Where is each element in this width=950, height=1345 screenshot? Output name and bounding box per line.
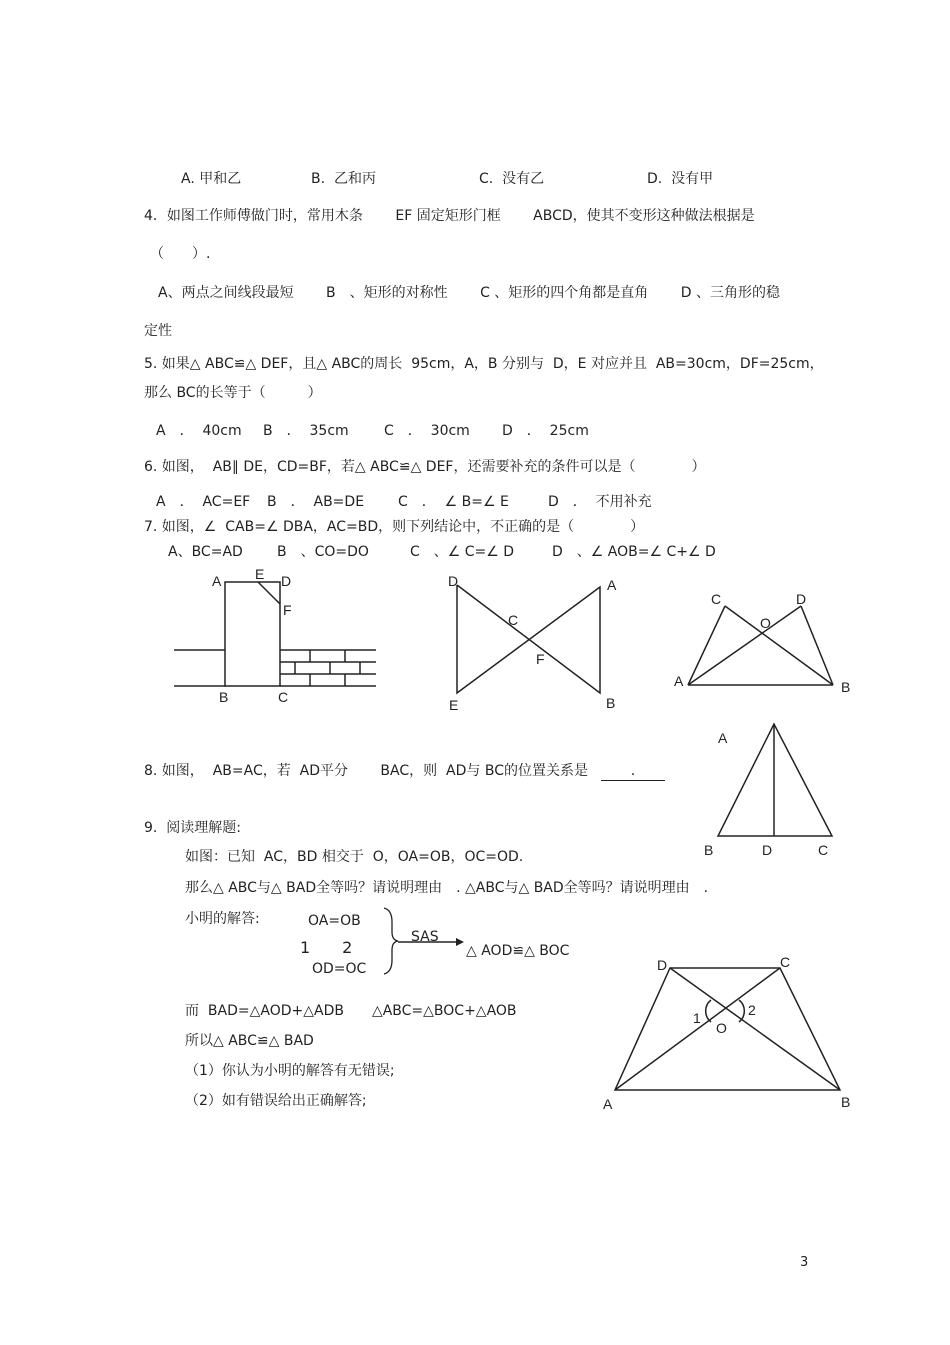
trap-label-d: D bbox=[657, 957, 668, 973]
q5-stem-2: 那么 BC的长等于（ ） bbox=[144, 385, 322, 401]
cross-label-a: A bbox=[674, 673, 684, 689]
bowtie-label-d: D bbox=[448, 573, 459, 589]
bowtie-label-f: F bbox=[536, 651, 545, 667]
trap-label-b: B bbox=[841, 1094, 851, 1110]
q7-option-b: B 、CO=DO bbox=[277, 544, 369, 560]
q3-option-a: A. 甲和乙 bbox=[181, 171, 242, 187]
trap-label-o: O bbox=[716, 1020, 727, 1036]
q9-angles: 1 2 bbox=[300, 938, 353, 957]
isosceles-triangle-figure bbox=[700, 718, 850, 860]
door-label-d: D bbox=[281, 573, 292, 589]
door-label-a: A bbox=[212, 573, 222, 589]
q8-blank: . bbox=[601, 762, 665, 781]
door-label-f: F bbox=[283, 602, 292, 618]
cross-label-c: C bbox=[711, 591, 722, 607]
q4-options: A、两点之间线段最短 B 、矩形的对称性 C 、矩形的四个角都是直角 D 、三角形的稳 bbox=[158, 285, 780, 301]
q9-condition-2: OD=OC bbox=[312, 961, 367, 977]
q3-option-b: B. 乙和丙 bbox=[311, 171, 376, 187]
q9-given: 如图：已知 AC，BD 相交于 O，OA=OB，OC=OD. bbox=[185, 849, 524, 865]
q4-options-cont: 定性 bbox=[144, 323, 172, 339]
trap-label-c: C bbox=[780, 954, 791, 970]
iso-label-c: C bbox=[818, 842, 829, 858]
bowtie-label-a: A bbox=[607, 577, 617, 593]
door-rectangle bbox=[225, 582, 280, 686]
q9-then-line: 而 BAD=△AOD+△ADB △ABC=△BOC+△AOB bbox=[185, 1003, 517, 1019]
q5-option-d: D ． 25cm bbox=[502, 423, 589, 439]
q7-option-a: A、BC=AD bbox=[168, 544, 243, 560]
q9-title: 9. 阅读理解题: bbox=[144, 820, 241, 836]
door-label-e: E bbox=[255, 566, 265, 582]
cross-label-o: O bbox=[760, 615, 771, 631]
cross-label-b: B bbox=[841, 679, 851, 695]
q9-condition-1: OA=OB bbox=[308, 913, 361, 929]
trap-label-2: 2 bbox=[748, 1002, 756, 1018]
trap-label-a: A bbox=[603, 1096, 613, 1112]
q9-so-line: 所以△ ABC≌△ BAD bbox=[185, 1033, 314, 1049]
q4-stem: 4．如图工作师傅做门时，常用木条 EF 固定矩形门框 ABCD，使其不变形这种做法根据是 bbox=[144, 208, 755, 224]
door-label-c: C bbox=[278, 689, 289, 705]
q6-option-d: D ． 不用补充 bbox=[548, 494, 652, 510]
iso-label-d: D bbox=[762, 842, 773, 858]
q3-option-d: D. 没有甲 bbox=[647, 171, 714, 187]
q6-stem: 6. 如图， AB∥ DE，CD=BF，若△ ABC≌△ DEF，还需要补充的条件可以是（ ） bbox=[144, 459, 706, 475]
bowtie-label-b: B bbox=[606, 695, 616, 711]
q7-stem: 7. 如图，∠ CAB=∠ DBA，AC=BD，则下列结论中，不正确的是（ ） bbox=[144, 519, 645, 535]
door-frame-figure bbox=[170, 562, 385, 710]
q5-stem: 5. 如果△ ABC≌△ DEF，且△ ABC的周长 95cm，A，B 分别与 D，E 对应并且 AB=30cm，DF=25cm， bbox=[144, 356, 824, 372]
q9-solution-label: 小明的解答: bbox=[185, 911, 260, 927]
q3-option-c: C. 没有乙 bbox=[479, 171, 545, 187]
iso-label-a: A bbox=[718, 730, 728, 746]
q8-stem: 8. 如图， AB=AC，若 AD平分 BAC，则 AD与 BC的位置关系是 bbox=[144, 763, 588, 779]
q9-rule-sas: SAS bbox=[411, 929, 439, 945]
q6-option-a: A ． AC=EF bbox=[156, 494, 251, 510]
q5-option-c: C ． 30cm bbox=[384, 423, 470, 439]
brace-ef bbox=[258, 582, 280, 604]
page-number: 3 bbox=[800, 1255, 809, 1270]
q9-question: 那么△ ABC与△ BAD全等吗？请说明理由 . △ABC与△ BAD全等吗？请说明理由 . bbox=[185, 880, 709, 896]
q8-answer-blank bbox=[601, 762, 665, 781]
trapezoid-figure bbox=[595, 950, 860, 1115]
iso-label-b: B bbox=[704, 842, 714, 858]
bowtie-figure bbox=[440, 565, 630, 720]
q9-sub-2: （2）如有错误给出正确解答; bbox=[185, 1093, 367, 1109]
q6-option-b: B ． AB=DE bbox=[267, 494, 365, 510]
door-label-b: B bbox=[219, 689, 229, 705]
q4-paren: （ ）. bbox=[150, 246, 211, 262]
bowtie-label-e: E bbox=[449, 697, 459, 713]
cross-label-d: D bbox=[796, 591, 807, 607]
bowtie-label-c: C bbox=[508, 612, 519, 628]
q5-option-b: B ． 35cm bbox=[263, 423, 349, 439]
q6-option-c: C ． ∠ B=∠ E bbox=[398, 494, 509, 510]
q9-sub-1: （1）你认为小明的解答有无错误; bbox=[185, 1063, 395, 1079]
cross-triangles-figure bbox=[668, 585, 858, 700]
q7-option-c: C 、∠ C=∠ D bbox=[410, 544, 515, 560]
q5-option-a: A ． 40cm bbox=[156, 423, 242, 439]
q9-result: △ AOD≌△ BOC bbox=[466, 943, 570, 959]
brace-icon bbox=[384, 908, 398, 974]
trap-label-1: 1 bbox=[693, 1010, 701, 1026]
q7-option-d: D 、∠ AOB=∠ C+∠ D bbox=[552, 544, 716, 560]
